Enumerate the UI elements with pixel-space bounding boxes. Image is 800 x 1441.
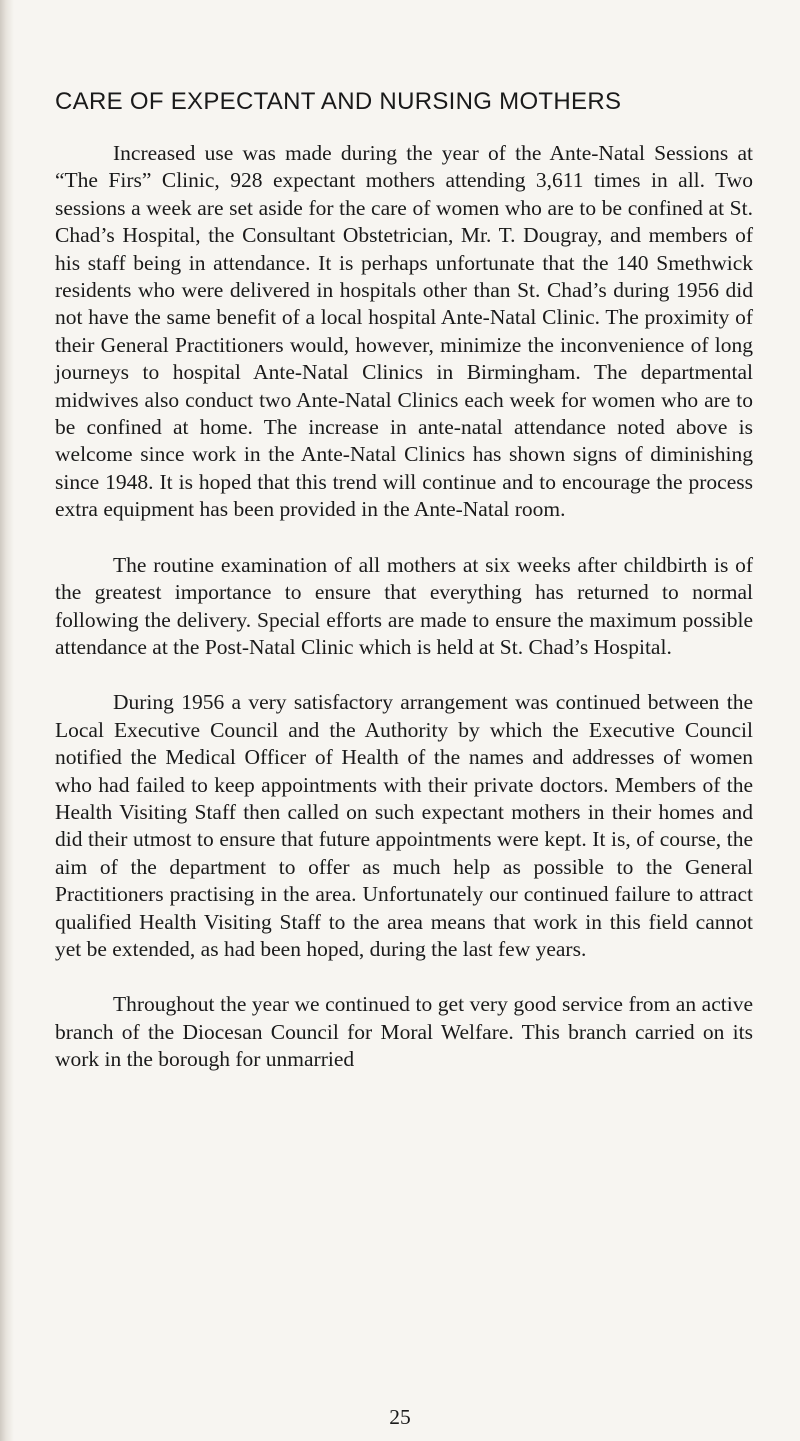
paragraph-moral-welfare: Throughout the year we continued to get very good service from an active branch of the Diocesan Council for Moral Welfare. This branch carried on its work in the borough for unmarried [55, 992, 753, 1072]
paragraph-post-natal-examination: The routine examination of all mothers at six weeks after childbirth is of the greatest importance to ensure that everything has returned to normal following the delivery. Special efforts are made to ensure the maximum possible attendance at the Post-Natal Clinic which is held at St. Chad’s Hospital. [55, 552, 753, 659]
paragraph-ante-natal-sessions: Increased use was made during the year of the Ante-Natal Sessions at “The Firs” Clinic, 928 expectant mothers attending 3,611 times in all. Two sessions a week are set aside for the care of women who are to be confined at St. Chad’s Hospital, the Consultant Obstetrician, Mr. T. Dougray, and members of his staff being in attendance. It is perhaps unfortunate that the 140 Smethwick residents who were delivered in hospitals other than St. Chad’s during 1956 did not have the same benefit of a local hospital Ante-Natal Clinic. The proximity of their General Practitioners would, however, minimize the inconvenience of long journeys to hospital Ante-Natal Clinics in Birmingham. The departmental midwives also conduct two Ante-Natal Clinics each week for women who are to be confined at home. The increase in ante-natal attendance noted above is welcome since work in the Ante-Natal Clinics has shown signs of diminishing since 1948. It is hoped that this trend will continue and to encourage the process extra equipment has been provided in the Ante-Natal room. [55, 141, 753, 522]
section-heading: CARE OF EXPECTANT AND NURSING MOTHERS [55, 88, 622, 115]
page-edge-shadow [0, 0, 14, 1441]
paragraph-executive-council-arrangement: During 1956 a very satisfactory arrangement was continued between the Local Executive Council and the Authority by which the Executive Council notified the Medical Officer of Health of the names and addresses of women who had failed to keep appointments with their private doctors. Members of the Health Visiting Staff then called on such expectant mothers in their homes and did their utmost to ensure that future appointments were kept. It is, of course, the aim of the department to offer as much help as possible to the General Practitioners practising in the area. Unfortunately our continued failure to attract qualified Health Visiting Staff to the area means that work in this field cannot yet be extended, as had been hoped, during the last few years. [55, 690, 753, 961]
body-text [55, 140, 753, 1102]
page-number: 25 [389, 1405, 411, 1429]
